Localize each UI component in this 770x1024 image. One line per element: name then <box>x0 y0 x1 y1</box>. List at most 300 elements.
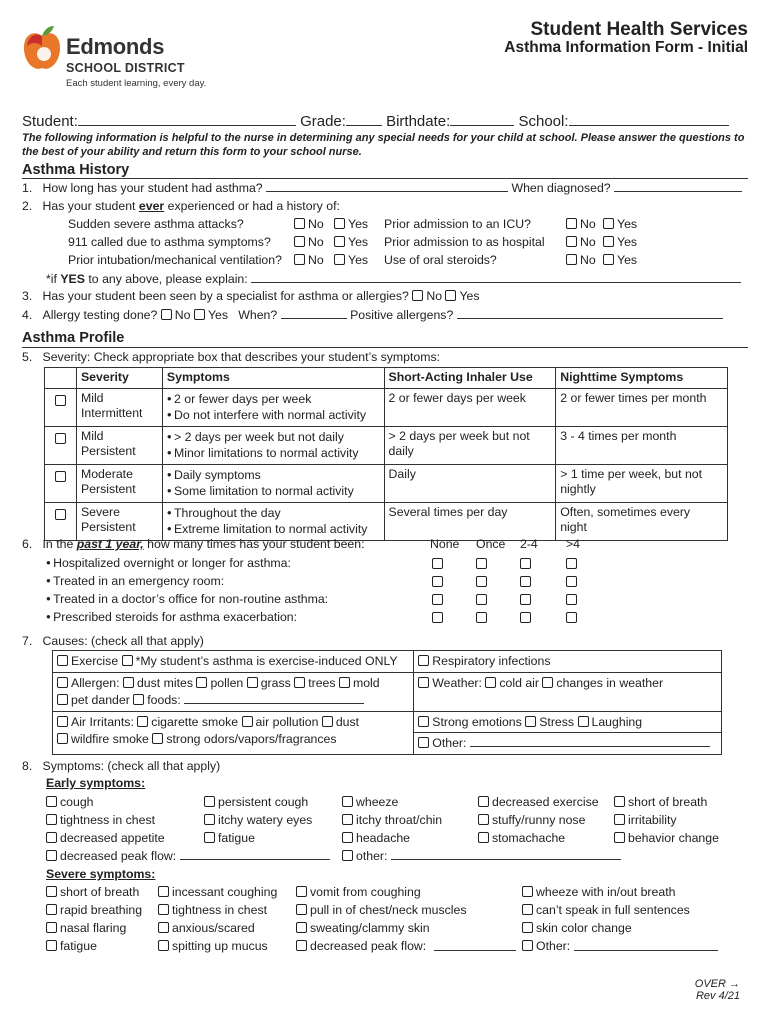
history-left-1-yes-label: Yes <box>348 235 369 249</box>
severity-check-cell <box>45 426 77 464</box>
early-col5-1-label: irritability <box>628 813 677 827</box>
early-col5-0-item <box>614 795 707 809</box>
early-col3-0-item <box>342 795 398 809</box>
early-col1-2-label: decreased appetite <box>60 831 165 845</box>
early-col3-1-label: itchy throat/chin <box>356 813 443 827</box>
severity-table-header <box>45 368 728 389</box>
severe-col4-3-item <box>522 939 570 953</box>
revision: Rev 4/21 <box>695 990 740 1002</box>
history-right-1-no-checkbox[interactable] <box>566 236 577 247</box>
severe-col2-3-item <box>158 939 268 953</box>
early-col5-0-checkbox[interactable] <box>614 796 625 807</box>
cold-air-checkbox[interactable] <box>485 677 496 688</box>
q6-checkbox-3-3[interactable] <box>566 612 577 623</box>
history-right-1-no-item <box>566 235 596 249</box>
mold-checkbox[interactable] <box>339 677 350 688</box>
severe-col3-1-checkbox[interactable] <box>296 904 307 915</box>
cause-irritants-cell: Air Irritants: cigarette smoke air pollution dust wildfire smoke strong odors/vapors/fragrances <box>53 712 414 755</box>
severe-col1-0-checkbox[interactable] <box>46 886 57 897</box>
nighttime-cell-line: Often, sometimes every <box>560 504 691 519</box>
severe-col4-1-item <box>522 903 690 917</box>
question-2: 2. Has your student ever experienced or had a history of: <box>22 199 340 213</box>
history-right-2-yes-label: Yes <box>617 253 638 267</box>
nighttime-cell <box>556 502 728 540</box>
q6-checkbox-2-0[interactable] <box>432 594 443 605</box>
history-item-left: 911 called due to asthma symptoms? <box>68 235 271 249</box>
severe-col2-3-checkbox[interactable] <box>158 940 169 951</box>
history-right-1-yes-item <box>603 235 637 249</box>
laughing-checkbox[interactable] <box>578 716 589 727</box>
district-name: Edmonds <box>66 34 165 59</box>
early-col4-1-checkbox[interactable] <box>478 814 489 825</box>
page-title: Student Health Services <box>530 19 748 40</box>
inhaler-cell <box>384 502 556 540</box>
early-col5-2-label: behavior change <box>628 831 719 845</box>
symptoms-cell-line: ● Do not interfere with normal activity <box>167 407 380 424</box>
severity-cell <box>76 464 162 502</box>
history-left-1-no-item <box>294 235 324 249</box>
early-col1-0-checkbox[interactable] <box>46 796 57 807</box>
severe-col3-3-item <box>296 939 426 953</box>
foods-field[interactable] <box>184 703 364 704</box>
severe-col1-1-checkbox[interactable] <box>46 904 57 915</box>
early-col3-1-checkbox[interactable] <box>342 814 353 825</box>
history-right-1-no-label: No <box>580 235 596 249</box>
history-right-2-yes-item <box>603 253 637 267</box>
q6-checkbox-3-0[interactable] <box>432 612 443 623</box>
severity-cell-line: Persistent <box>80 444 136 458</box>
severe-col3-1-label: pull in of chest/neck muscles <box>310 903 467 917</box>
page-subtitle: Asthma Information Form - Initial <box>504 39 748 56</box>
diagnosed-field[interactable] <box>614 191 742 192</box>
severe-col1-2-checkbox[interactable] <box>46 922 57 933</box>
emotions-checkbox[interactable] <box>418 716 429 727</box>
early-peak-line: decreased peak flow: <box>46 849 330 863</box>
severity-row <box>45 388 728 426</box>
symptoms-cell-line: ● 2 or fewer days per week <box>167 391 380 408</box>
nighttime-cell-line: nightly <box>560 482 596 496</box>
severe-other-field[interactable] <box>574 950 718 951</box>
exercise-checkbox[interactable] <box>57 655 68 666</box>
early-col5-2-checkbox[interactable] <box>614 832 625 843</box>
inhaler-cell-line: Several times per day <box>388 504 508 519</box>
inhaler-cell-line: daily <box>388 444 414 458</box>
symptoms-cell-line: ● > 2 days per week but not daily <box>167 429 380 446</box>
cause-emotions-cell: Strong emotions Stress Laughing Other: <box>414 712 722 755</box>
cause-exercise-cell: Exercise *My student’s asthma is exercise-induced ONLY <box>53 651 414 673</box>
inhaler-cell <box>384 388 556 426</box>
q6-checkbox-1-1[interactable] <box>476 576 487 587</box>
history-left-2-yes-item <box>334 253 368 267</box>
q6-checkbox-0-3[interactable] <box>566 558 577 569</box>
student-label: Student: <box>22 113 78 130</box>
history-left-0-yes-label: Yes <box>348 217 369 231</box>
other-cause-field[interactable] <box>470 746 710 747</box>
symptoms-cell-line: ● Throughout the day <box>167 505 380 522</box>
q6-checkbox-0-2[interactable] <box>520 558 531 569</box>
history-right-0-yes-item <box>603 217 637 231</box>
severe-col3-3-label: decreased peak flow: <box>310 939 427 953</box>
trees-checkbox[interactable] <box>294 677 305 688</box>
q3-yes-checkbox[interactable] <box>445 290 456 301</box>
exercise-only-checkbox[interactable] <box>122 655 133 666</box>
nighttime-cell-line: night <box>560 520 587 534</box>
early-col2-2-checkbox[interactable] <box>204 832 215 843</box>
severe-col1-1-label: rapid breathing <box>60 903 143 917</box>
q6-col-header: >4 <box>566 537 581 551</box>
early-col5-1-item <box>614 813 677 827</box>
early-col1-2-checkbox[interactable] <box>46 832 57 843</box>
history-left-1-no-checkbox[interactable] <box>294 236 305 247</box>
severe-col4-2-checkbox[interactable] <box>522 922 533 933</box>
early-col3-2-checkbox[interactable] <box>342 832 353 843</box>
question-4: 4. Allergy testing done? No Yes When? Positive allergens? <box>22 308 723 322</box>
history-right-0-no-item <box>566 217 596 231</box>
history-left-2-no-checkbox[interactable] <box>294 254 305 265</box>
severity-cell <box>76 426 162 464</box>
history-item-left: Sudden severe asthma attacks? <box>68 217 244 231</box>
history-right-2-no-label: No <box>580 253 596 267</box>
symptoms-cell <box>162 388 384 426</box>
history-left-0-yes-item <box>334 217 368 231</box>
cause-weather-cell: Weather: cold air changes in weather <box>414 673 722 712</box>
birthdate-label: Birthdate: <box>386 113 451 130</box>
severity-cell-line: Mild <box>80 428 104 443</box>
symptoms-cell <box>162 426 384 464</box>
q6-checkbox-1-0[interactable] <box>432 576 443 587</box>
nighttime-cell <box>556 388 728 426</box>
q6-checkbox-1-2[interactable] <box>520 576 531 587</box>
cause-respiratory-cell: Respiratory infections <box>414 651 722 673</box>
history-left-2-no-item <box>294 253 324 267</box>
early-peak-field[interactable] <box>180 859 330 860</box>
severity-checkbox[interactable] <box>55 433 66 444</box>
symptoms-cell-line: ● Some limitation to normal activity <box>167 483 380 500</box>
severity-row <box>45 502 728 540</box>
severe-col4-0-label: wheeze with in/out breath <box>536 885 676 899</box>
severe-col2-1-item <box>158 903 267 917</box>
q6-checkbox-0-1[interactable] <box>476 558 487 569</box>
history-right-2-yes-checkbox[interactable] <box>603 254 614 265</box>
nighttime-cell-line: > 1 time per week, but not <box>560 466 703 481</box>
early-col1-1-item <box>46 813 155 827</box>
severe-col4-3-checkbox[interactable] <box>522 940 533 951</box>
q3-no-checkbox[interactable] <box>412 290 423 301</box>
other-cause-checkbox[interactable] <box>418 737 429 748</box>
q6-checkbox-3-1[interactable] <box>476 612 487 623</box>
severe-col3-3-checkbox[interactable] <box>296 940 307 951</box>
severe-peak-field[interactable] <box>434 950 516 951</box>
severe-col2-0-label: incessant coughing <box>172 885 278 899</box>
symptoms-cell <box>162 502 384 540</box>
q6-item: ● Hospitalized overnight or longer for asthma: <box>46 556 291 570</box>
symptoms-cell-line: ● Extreme limitation to normal activity <box>167 521 380 538</box>
allergy-when-field[interactable] <box>281 318 347 319</box>
history-left-1-yes-item <box>334 235 368 249</box>
severity-cell-line: Persistent <box>80 482 136 496</box>
severity-cell-line: Moderate <box>80 466 133 481</box>
early-col4-2-item <box>478 831 565 845</box>
severity-cell-line: Mild <box>80 390 104 405</box>
history-right-1-yes-checkbox[interactable] <box>603 236 614 247</box>
grass-checkbox[interactable] <box>247 677 258 688</box>
severe-col2-0-item <box>158 885 277 899</box>
severity-cell-line: Persistent <box>80 520 136 534</box>
symptoms-cell-line: ● Minor limitations to normal activity <box>167 445 380 462</box>
respiratory-checkbox[interactable] <box>418 655 429 666</box>
q6-checkbox-2-2[interactable] <box>520 594 531 605</box>
severe-col4-2-item <box>522 921 632 935</box>
question-8: 8. Symptoms: (check all that apply) <box>22 759 221 773</box>
history-left-1-no-label: No <box>308 235 324 249</box>
grade-label: Grade: <box>300 113 346 130</box>
dust-mites-checkbox[interactable] <box>123 677 134 688</box>
q6-col-header: Once <box>476 537 506 551</box>
divider <box>22 347 748 348</box>
early-col5-1-checkbox[interactable] <box>614 814 625 825</box>
history-right-2-no-checkbox[interactable] <box>566 254 577 265</box>
severe-col4-1-label: can’t speak in full sentences <box>536 903 690 917</box>
history-left-2-no-label: No <box>308 253 324 267</box>
early-col1-0-label: cough <box>60 795 94 809</box>
history-left-2-yes-checkbox[interactable] <box>334 254 345 265</box>
severe-col1-3-item <box>46 939 97 953</box>
asthma-profile-heading: Asthma Profile <box>22 330 125 346</box>
early-col4-0-label: decreased exercise <box>492 795 599 809</box>
early-col5-2-item <box>614 831 719 845</box>
severity-checkbox[interactable] <box>55 471 66 482</box>
early-col5-0-label: short of breath <box>628 795 708 809</box>
early-peak-checkbox[interactable] <box>46 850 57 861</box>
severe-symptoms-heading: Severe symptoms: <box>46 867 156 881</box>
early-col4-0-item <box>478 795 599 809</box>
early-col2-0-label: persistent cough <box>218 795 309 809</box>
history-item-right: Prior admission to as hospital <box>384 235 545 249</box>
causes-table <box>52 650 722 755</box>
severe-col2-0-checkbox[interactable] <box>158 886 169 897</box>
early-col2-1-item <box>204 813 312 827</box>
q4-yes-checkbox[interactable] <box>194 309 205 320</box>
history-item-right: Use of oral steroids? <box>384 253 497 267</box>
history-left-0-no-item <box>294 217 324 231</box>
explain-line: *if YES to any above, please explain: <box>46 272 741 286</box>
severity-check-cell <box>45 464 77 502</box>
q6-item: ● Treated in a doctor’s office for non-routine asthma: <box>46 592 328 606</box>
severe-col2-2-item <box>158 921 255 935</box>
intro-text: The following information is helpful to the nurse in determining any special needs for your child at school. Please answer the questions to the best of your ability and return this form to your school nurse. <box>22 132 745 158</box>
inhaler-cell <box>384 426 556 464</box>
q6-checkbox-2-3[interactable] <box>566 594 577 605</box>
history-right-1-yes-label: Yes <box>617 235 638 249</box>
history-left-0-no-checkbox[interactable] <box>294 218 305 229</box>
severe-col1-0-item <box>46 885 139 899</box>
explain-field[interactable] <box>251 282 741 283</box>
severity-table <box>44 367 728 541</box>
q6-item: ● Treated in an emergency room: <box>46 574 224 588</box>
q6-item: ● Prescribed steroids for asthma exacerbation: <box>46 610 297 624</box>
early-col4-0-checkbox[interactable] <box>478 796 489 807</box>
q6-checkbox-1-3[interactable] <box>566 576 577 587</box>
early-col4-1-label: stuffy/runny nose <box>492 813 586 827</box>
severe-col3-0-label: vomit from coughing <box>310 885 421 899</box>
severe-col3-2-label: sweating/clammy skin <box>310 921 430 935</box>
severe-col3-2-item <box>296 921 430 935</box>
severity-checkbox[interactable] <box>55 509 66 520</box>
district-tagline: Each student learning, every day. <box>66 78 207 89</box>
birthdate-field[interactable] <box>450 125 514 126</box>
severe-col2-2-checkbox[interactable] <box>158 922 169 933</box>
nighttime-cell <box>556 426 728 464</box>
asthma-duration-field[interactable] <box>266 191 508 192</box>
student-name-field[interactable] <box>78 125 296 126</box>
inhaler-cell <box>384 464 556 502</box>
severe-col4-0-item <box>522 885 675 899</box>
early-col2-2-item <box>204 831 255 845</box>
history-right-0-yes-label: Yes <box>617 217 638 231</box>
history-right-0-no-checkbox[interactable] <box>566 218 577 229</box>
early-col3-2-label: headache <box>356 831 411 845</box>
question-5: 5. Severity: Check appropriate box that describes your student’s symptoms: <box>22 350 441 364</box>
early-col4-2-checkbox[interactable] <box>478 832 489 843</box>
severe-col1-2-item <box>46 921 126 935</box>
early-col2-1-label: itchy watery eyes <box>218 813 313 827</box>
severe-col2-2-label: anxious/scared <box>172 921 255 935</box>
severe-col3-2-checkbox[interactable] <box>296 922 307 933</box>
severity-check-cell <box>45 502 77 540</box>
severe-col1-3-checkbox[interactable] <box>46 940 57 951</box>
severe-col2-3-label: spitting up mucus <box>172 939 268 953</box>
history-right-0-no-label: No <box>580 217 596 231</box>
early-symptoms-heading: Early symptoms: <box>46 776 146 790</box>
q6-checkbox-2-1[interactable] <box>476 594 487 605</box>
early-col4-2-label: stomachache <box>492 831 566 845</box>
symptoms-cell <box>162 464 384 502</box>
school-label: School: <box>518 113 569 130</box>
q4-no-checkbox[interactable] <box>161 309 172 320</box>
history-item-left: Prior intubation/mechanical ventilation? <box>68 253 282 267</box>
severity-row <box>45 426 728 464</box>
allergens-field[interactable] <box>457 318 723 319</box>
question-1: 1. How long has your student had asthma? When diagnosed? <box>22 181 742 195</box>
early-col2-2-label: fatigue <box>218 831 255 845</box>
question-3: 3. Has your student been seen by a specialist for asthma or allergies? No Yes <box>22 289 480 303</box>
col-severity: Severity <box>76 368 162 389</box>
col-nighttime: Nighttime Symptoms <box>556 368 728 389</box>
pollen-checkbox[interactable] <box>196 677 207 688</box>
student-line <box>22 113 729 130</box>
col-symptoms: Symptoms <box>162 368 384 389</box>
history-left-0-no-label: No <box>308 217 324 231</box>
weather-change-checkbox[interactable] <box>542 677 553 688</box>
severe-col3-0-item <box>296 885 421 899</box>
inhaler-cell-line: > 2 days per week but not <box>388 428 530 443</box>
severe-col4-3-label: Other: <box>536 939 571 953</box>
severe-col1-3-label: fatigue <box>60 939 97 953</box>
severe-col4-2-label: skin color change <box>536 921 632 935</box>
air-pollution-checkbox[interactable] <box>242 716 253 727</box>
apple-icon <box>22 24 62 74</box>
early-col2-0-item <box>204 795 308 809</box>
history-left-1-yes-checkbox[interactable] <box>334 236 345 247</box>
question-7: 7. Causes: (check all that apply) <box>22 634 204 648</box>
weather-checkbox[interactable] <box>418 677 429 688</box>
inhaler-cell-line: Daily <box>388 466 416 481</box>
early-col1-2-item <box>46 831 165 845</box>
asthma-history-heading: Asthma History <box>22 162 130 178</box>
foods-checkbox[interactable] <box>133 694 144 705</box>
history-left-2-yes-label: Yes <box>348 253 369 267</box>
nighttime-cell-line: 2 or fewer times per month <box>560 390 707 405</box>
severe-col3-1-item <box>296 903 467 917</box>
early-col1-1-checkbox[interactable] <box>46 814 57 825</box>
early-col4-1-item <box>478 813 585 827</box>
severe-col1-2-label: nasal flaring <box>60 921 127 935</box>
over-note: OVER → <box>694 978 740 990</box>
severe-col4-0-checkbox[interactable] <box>522 886 533 897</box>
stress-checkbox[interactable] <box>525 716 536 727</box>
question-6: 6. In the past 1 year, how many times has your student been: <box>22 537 365 551</box>
q6-col-header: None <box>430 537 460 551</box>
severe-col1-0-label: short of breath <box>60 885 140 899</box>
q6-col-header: 2-4 <box>520 537 538 551</box>
early-col3-0-label: wheeze <box>356 795 399 809</box>
q6-checkbox-3-2[interactable] <box>520 612 531 623</box>
severity-cell <box>76 502 162 540</box>
q6-checkbox-0-0[interactable] <box>432 558 443 569</box>
severity-check-cell <box>45 388 77 426</box>
district-sub: SCHOOL DISTRICT <box>66 61 185 75</box>
allergen-checkbox[interactable] <box>57 677 68 688</box>
severe-col3-0-checkbox[interactable] <box>296 886 307 897</box>
early-col2-0-checkbox[interactable] <box>204 796 215 807</box>
odors-checkbox[interactable] <box>152 733 163 744</box>
severity-cell-line: Severe <box>80 504 120 519</box>
pet-dander-checkbox[interactable] <box>57 694 68 705</box>
early-col1-0-item <box>46 795 94 809</box>
irritants-checkbox[interactable] <box>57 716 68 727</box>
school-field[interactable] <box>569 125 729 126</box>
cause-allergen-cell: Allergen: dust mites pollen grass trees mold pet dander foods: <box>53 673 414 712</box>
severe-col4-1-checkbox[interactable] <box>522 904 533 915</box>
history-right-2-no-item <box>566 253 596 267</box>
cigarette-checkbox[interactable] <box>137 716 148 727</box>
severity-cell-line: Intermittent <box>80 406 143 420</box>
severity-cell <box>76 388 162 426</box>
severe-col2-1-label: tightness in chest <box>172 903 268 917</box>
symptoms-cell-line: ● Daily symptoms <box>167 467 380 484</box>
early-other-field[interactable] <box>391 859 621 860</box>
severe-col2-1-checkbox[interactable] <box>158 904 169 915</box>
history-item-right: Prior admission to an ICU? <box>384 217 531 231</box>
history-left-0-yes-checkbox[interactable] <box>334 218 345 229</box>
wildfire-checkbox[interactable] <box>57 733 68 744</box>
early-col2-1-checkbox[interactable] <box>204 814 215 825</box>
divider <box>22 178 748 179</box>
early-col3-0-checkbox[interactable] <box>342 796 353 807</box>
early-other-checkbox[interactable] <box>342 850 353 861</box>
history-right-0-yes-checkbox[interactable] <box>603 218 614 229</box>
nighttime-cell-line: 3 - 4 times per month <box>560 428 677 443</box>
dust-checkbox[interactable] <box>322 716 333 727</box>
grade-field[interactable] <box>346 125 382 126</box>
inhaler-cell-line: 2 or fewer days per week <box>388 390 526 405</box>
early-other-line: other: <box>342 849 621 863</box>
severity-checkbox[interactable] <box>55 395 66 406</box>
severe-col1-1-item <box>46 903 142 917</box>
early-col1-1-label: tightness in chest <box>60 813 156 827</box>
col-inhaler: Short-Acting Inhaler Use <box>384 368 556 389</box>
early-col3-1-item <box>342 813 442 827</box>
